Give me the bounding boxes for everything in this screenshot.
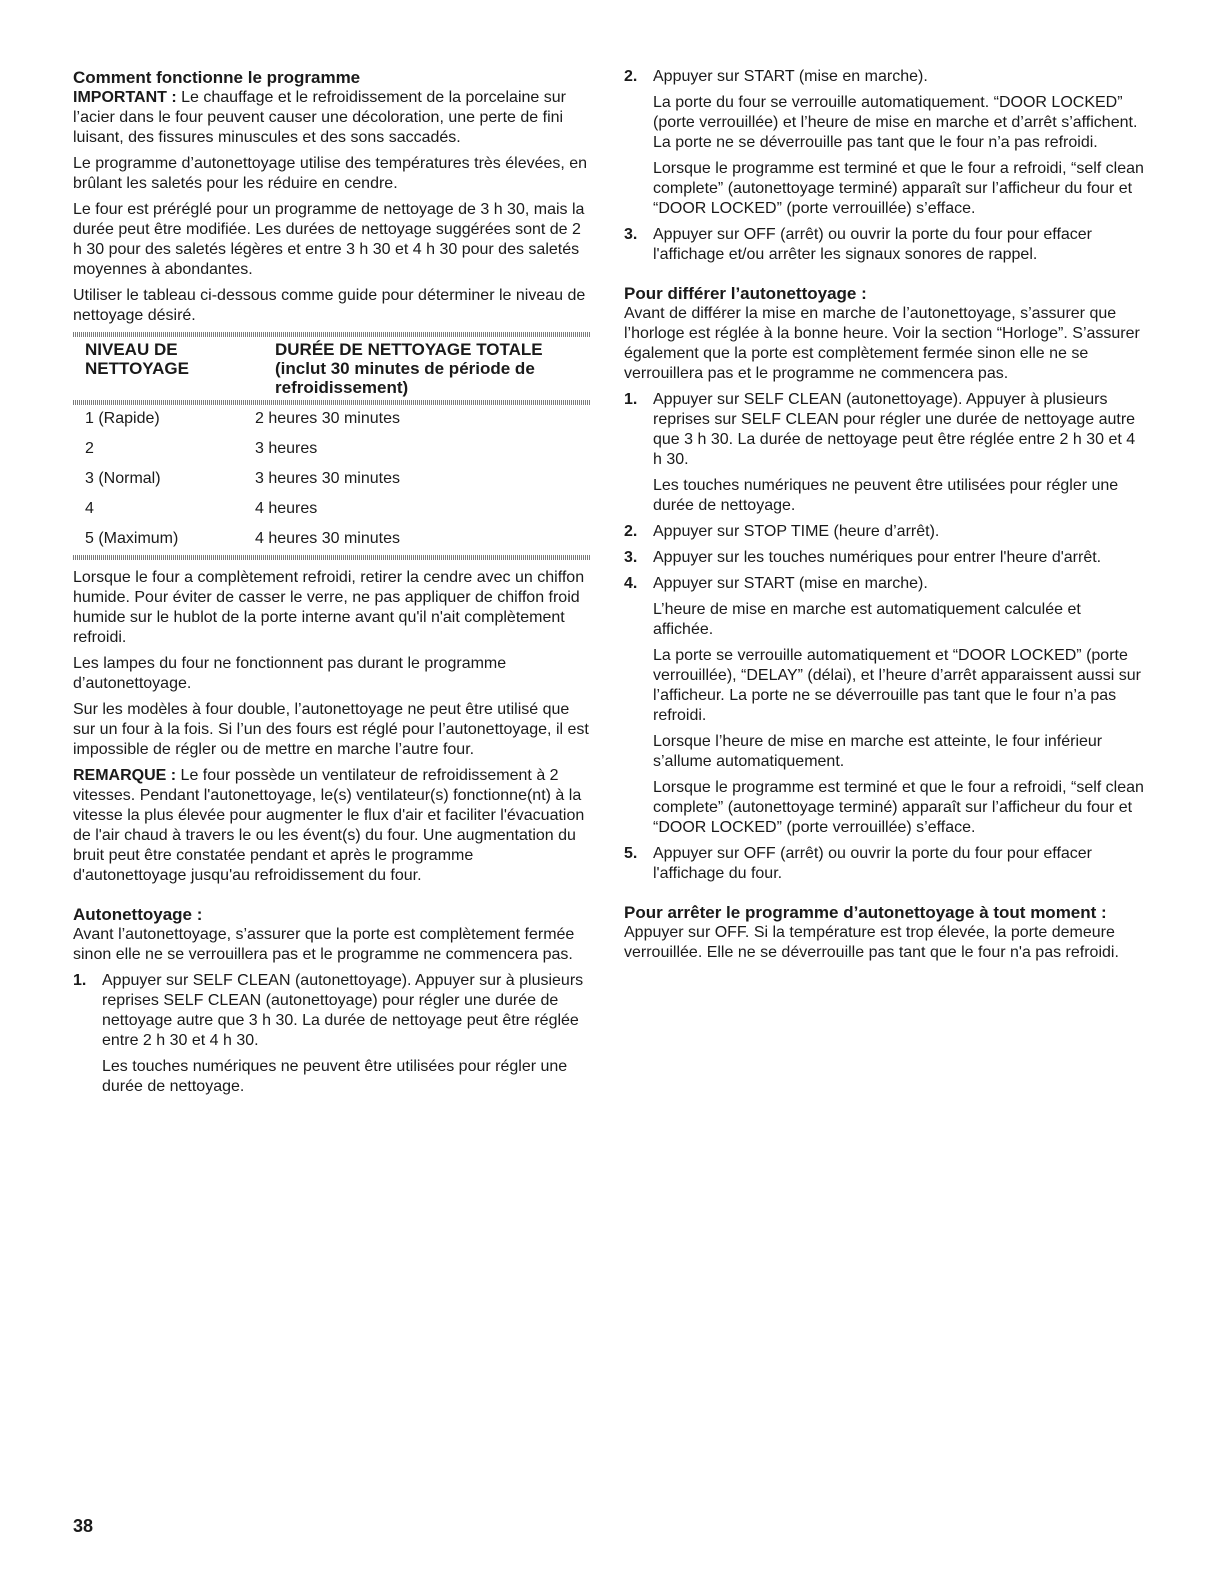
section-heading-self-clean: Autonettoyage : — [73, 905, 203, 924]
paragraph: Sur les modèles à four double, l’autonettoyage ne peut être utilisé que sur un four à la fois. Si l’un des fours est réglé pour l’autonettoyage, il est impossible de régler ou de mettre en marche l’autre four. — [73, 701, 589, 758]
step-detail: Lorsque le programme est terminé et que le four a refroidi, “self clean complete” (autonettoyage terminé) apparaît sur l’afficheur du four et “DOOR LOCKED” (porte verrouillée) s’efface. — [653, 160, 1144, 217]
table-cell-level: 4 — [85, 500, 94, 517]
table-cell-level: 3 (Normal) — [85, 470, 161, 487]
remark-paragraph — [73, 766, 590, 886]
step-detail: L’heure de mise en marche est automatiquement calculée et affichée. — [653, 601, 1081, 638]
table-cell-duration: 3 heures 30 minutes — [255, 470, 400, 487]
list-item — [73, 971, 590, 1097]
step-text: Appuyer sur SELF CLEAN (autonettoyage). Appuyer à plusieurs reprises sur SELF CLEAN pour régler une durée de nettoyage autre que 3 h 30. La durée de nettoyage peut être réglée entre 2 h 30 et 4 h 30. — [653, 391, 1136, 468]
list-item — [624, 225, 1144, 265]
step-number: 2. — [624, 68, 638, 85]
paragraph: Avant de différer la mise en marche de l’autonettoyage, s’assurer que l’horloge est réglée à la bonne heure. Voir la section “Horloge”. S’assurer également que la porte est complètement fermée sinon elle ne se verrouillera pas et le programme ne commencera pas. — [624, 305, 1140, 382]
list-item — [624, 67, 1144, 219]
remark-label: REMARQUE : — [73, 767, 177, 784]
page-number: 38 — [73, 1516, 94, 1536]
step-number: 3. — [624, 549, 638, 566]
step-text: Appuyer sur STOP TIME (heure d’arrêt). — [653, 523, 940, 540]
paragraph: Lorsque le four a complètement refroidi, retirer la cendre avec un chiffon humide. Pour éviter de casser le verre, ne pas appliquer de chiffon froid humide sur le hublot de la porte interne avant qu'il n'ait complètement refroidi. — [73, 569, 585, 646]
important-text: Le chauffage et le refroidissement de la porcelaine sur l’acier dans le four peuvent causer une décoloration, une perte de fini luisant, des fissures minuscules et des sons saccadés. — [73, 89, 566, 146]
table-bottom-rule — [73, 555, 590, 560]
step-text: Appuyer sur les touches numériques pour entrer l'heure d'arrêt. — [653, 549, 1102, 566]
table-cell-level: 5 (Maximum) — [85, 530, 179, 547]
right-column — [624, 67, 1144, 969]
list-item — [624, 522, 1144, 542]
table-header-level: NIVEAU DE NETTOYAGE — [85, 340, 189, 378]
step-text: Appuyer sur OFF (arrêt) ou ouvrir la porte du four pour effacer l'affichage et/ou arrêter les signaux sonores de rappel. — [653, 226, 1093, 263]
paragraph: Appuyer sur OFF. Si la température est trop élevée, la porte demeure verrouillée. Elle ne se déverrouille pas tant que le four n'a pas refroidi. — [624, 924, 1119, 961]
important-label: IMPORTANT : — [73, 89, 177, 106]
table-header-row — [73, 337, 590, 400]
step-text: Appuyer sur START (mise en marche). — [653, 68, 928, 85]
step-number: 1. — [624, 391, 638, 408]
section-heading-stop: Pour arrêter le programme d’autonettoyage à tout moment : — [624, 903, 1107, 922]
important-paragraph — [73, 88, 590, 148]
step-detail: La porte du four se verrouille automatiquement. “DOOR LOCKED” (porte verrouillée) et l’heure de mise en marche et d’arrêt s’affichent. La porte ne se déverrouille pas tant que le four n’a pas refroidi. — [653, 94, 1138, 151]
table-cell-level: 2 — [85, 440, 94, 457]
section-heading-how-it-works: Comment fonctionne le programme — [73, 68, 361, 87]
remark-text: Le four possède un ventilateur de refroidissement à 2 vitesses. Pendant l'autonettoyage, le(s) ventilateur(s) fonctionne(nt) à la vitesse la plus élevée pour augmenter le flux d'air et faciliter l'évacuation de l'air chaud à travers le ou les évent(s) du four. Une augmentation du bruit peut être constatée pendant et après le programme d'autonettoyage jusqu'au refroidissement du four. — [73, 767, 585, 884]
list-item — [624, 574, 1144, 838]
paragraph: Avant l’autonettoyage, s’assurer que la porte est complètement fermée sinon elle ne se verrouillera pas et le programme ne commencera pas. — [73, 926, 575, 963]
table-row — [73, 435, 590, 465]
step-text: Appuyer sur OFF (arrêt) ou ouvrir la porte du four pour effacer l'affichage du four. — [653, 845, 1093, 882]
table-cell-duration: 4 heures 30 minutes — [255, 530, 400, 547]
self-clean-steps-continued — [624, 67, 1144, 265]
table-row — [73, 495, 590, 525]
self-clean-steps — [73, 971, 590, 1097]
list-item — [624, 390, 1144, 516]
step-number: 1. — [73, 972, 87, 989]
left-column — [73, 67, 590, 1103]
list-item — [624, 844, 1144, 884]
step-number: 3. — [624, 226, 638, 243]
table-row — [73, 405, 590, 435]
cleaning-level-table-body — [73, 405, 590, 555]
table-cell-duration: 3 heures — [255, 440, 318, 457]
step-note: Les touches numériques ne peuvent être utilisées pour régler une durée de nettoyage. — [653, 477, 1119, 514]
paragraph: Le four est préréglé pour un programme de nettoyage de 3 h 30, mais la durée peut être modifiée. Les durées de nettoyage suggérées sont de 2 h 30 pour des saletés légères et entre 3 h 30 et 4 h 30 pour des saletés moyennes à abondantes. — [73, 201, 585, 278]
step-detail: Lorsque l’heure de mise en marche est atteinte, le four inférieur s’allume automatiquement. — [653, 733, 1103, 770]
paragraph: Le programme d’autonettoyage utilise des températures très élevées, en brûlant les saletés pour les réduire en cendre. — [73, 155, 588, 192]
table-cell-duration: 4 heures — [255, 500, 318, 517]
paragraph: Les lampes du four ne fonctionnent pas durant le programme d’autonettoyage. — [73, 655, 507, 692]
delay-steps — [624, 390, 1144, 884]
step-note: Les touches numériques ne peuvent être utilisées pour régler une durée de nettoyage. — [102, 1058, 568, 1095]
paragraph: Utiliser le tableau ci-dessous comme guide pour déterminer le niveau de nettoyage désiré. — [73, 287, 586, 324]
table-row — [73, 465, 590, 495]
table-header-duration: DURÉE DE NETTOYAGE TOTALE (inclut 30 minutes de période de refroidissement) — [275, 340, 543, 397]
table-cell-duration: 2 heures 30 minutes — [255, 410, 400, 427]
list-item — [624, 548, 1144, 568]
step-text: Appuyer sur SELF CLEAN (autonettoyage). Appuyer sur à plusieurs reprises SELF CLEAN (autonettoyage) pour régler une durée de nettoyage autre que 3 h 30. La durée de nettoyage peut être réglée entre 2 h 30 et 4 h 30. — [102, 972, 584, 1049]
step-detail: Lorsque le programme est terminé et que le four a refroidi, “self clean complete” (autonettoyage terminé) apparaît sur l’afficheur du four et “DOOR LOCKED” (porte verrouillée) s’efface. — [653, 779, 1144, 836]
table-cell-level: 1 (Rapide) — [85, 410, 160, 427]
step-detail: La porte se verrouille automatiquement et “DOOR LOCKED” (porte verrouillée), “DELAY” (délai), et l’heure d’arrêt apparaissent aussi sur l’afficheur. La porte ne se déverrouille pas tant que le four n’a pas refroidi. — [653, 647, 1141, 724]
step-number: 2. — [624, 523, 638, 540]
table-row — [73, 525, 590, 555]
step-text: Appuyer sur START (mise en marche). — [653, 575, 928, 592]
step-number: 4. — [624, 575, 638, 592]
section-heading-delay: Pour différer l’autonettoyage : — [624, 284, 867, 303]
cleaning-level-table — [73, 337, 590, 400]
step-number: 5. — [624, 845, 638, 862]
